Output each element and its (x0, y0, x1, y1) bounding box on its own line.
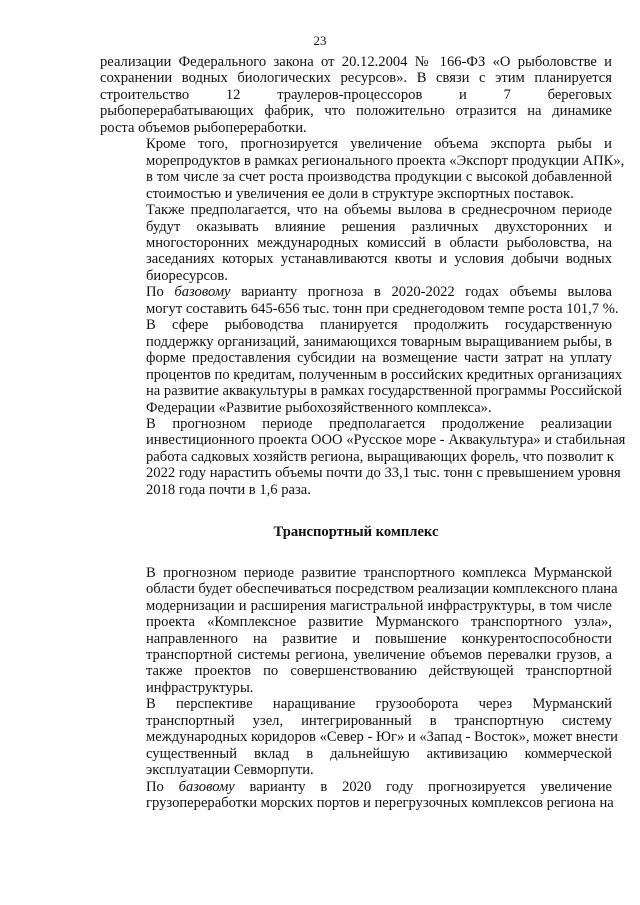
text-line: работа садковых хозяйств региона, выращивающих форель, что позволит к (146, 448, 614, 465)
paragraph-export (100, 136, 625, 202)
text-line: стоимостью и увеличения ее доли в структуре экспортных поставок. (146, 185, 574, 202)
italic-term-basic: базовому (178, 778, 235, 795)
text-line: многосторонних международных комиссий в области рыболовства, на (146, 234, 612, 251)
text-fragment: По (146, 284, 175, 301)
text-line: транспортной системы региона, увеличение объемов перевалки грузов, а (146, 646, 612, 663)
text-line: Кроме того, прогнозируется увеличение объема экспорта рыбы и (146, 136, 612, 153)
text-line: форме предоставления субсидии на возмещение части затрат на уплату (146, 350, 612, 367)
paragraph-transport-development (100, 564, 618, 697)
paragraph-port-forecast (100, 779, 612, 812)
text-line: В прогнозном периоде предполагается продолжение реализации (146, 415, 612, 432)
text-line: также проектов по совершенствованию действующей транспортной (146, 663, 612, 680)
text-line: международных коридоров «Север - Юг» и «Запад - Восток», может внести (146, 729, 618, 746)
text-line: в том числе за счет роста производства продукции с высокой добавленной (146, 169, 612, 186)
text-line: Федерации «Развитие рыбохозяйственного комплекса». (146, 399, 492, 416)
text-line: биоресурсов. (146, 267, 228, 284)
paragraph-cargo-turnover (100, 696, 618, 779)
paragraph-fisheries-law (100, 54, 612, 136)
text-fragment: варианту в 2020 году прогнозируется увеличение (234, 778, 612, 795)
text-line: 2022 году нарастить объемы почти до 33,1 тыс. тонн с превышением уровня (146, 465, 621, 482)
paragraph-fish-farming (100, 317, 623, 416)
text-line: заседаниях которых устанавливаются квоты и условия добычи водных (146, 251, 612, 268)
document-body (100, 54, 626, 812)
italic-term-basic: базовому (174, 284, 231, 301)
text-line: морепродуктов в рамках регионального проекта «Экспорт продукции АПК», (146, 152, 625, 169)
text-line: поддержку организаций, занимающихся товарным выращиванием рыбы, в (146, 333, 612, 350)
text-line: области будет обеспечиваться посредством реализации комплексного плана (146, 581, 618, 598)
text-line: могут составить 645-656 тыс. тонн при среднегодовом темпе роста 101,7 %. (146, 300, 619, 317)
text-line: направленного на развитие и повышение конкурентоспособности (146, 630, 612, 647)
text-line: процентов по кредитам, полученным в российских кредитных организациях (146, 366, 623, 383)
text-line: будут оказывать влияние решения различных двухсторонних и (146, 218, 612, 235)
text-line: модернизации и расширения магистральной инфраструктуры, в том числе (146, 597, 612, 614)
text-line: проекта «Комплексное развитие Мурманского транспортного узла», (146, 614, 612, 631)
paragraph-aquaculture-project (100, 415, 626, 498)
text-line: инвестиционного проекта ООО «Русское море - Аквакультура» и стабильная (146, 432, 626, 449)
text-line (100, 779, 612, 795)
paragraph-catch-forecast (100, 284, 619, 317)
page-number: 23 (313, 33, 327, 48)
text-line: строительство 12 траулеров-процессоров и 7 береговых (100, 86, 612, 103)
text-line: транспортный узел, интегрированный в транспортную систему (146, 712, 612, 729)
text-line (100, 284, 612, 300)
text-fragment: варианту прогноза в 2020-2022 годах объемы вылова (230, 284, 612, 301)
text-line: реализации Федерального закона от 20.12.2004 № 166-ФЗ «О рыболовстве и (100, 54, 612, 70)
text-line: В перспективе наращивание грузооборота через Мурманский (146, 696, 612, 713)
text-line: существенный вклад в дальнейшую активизацию коммерческой (146, 745, 612, 762)
text-line: эксплуатации Севморпути. (146, 762, 314, 779)
section-heading-transport: Транспортный комплекс (273, 524, 439, 541)
paragraph-commissions (100, 202, 612, 284)
text-line: Также предполагается, что на объемы вылова в среднесрочном периоде (146, 202, 612, 219)
text-fragment: По (146, 778, 179, 795)
text-line: на развитие аквакультуры в рамках государственной программы Российской (146, 383, 622, 400)
text-line: рыбоперерабатывающих фабрик, что положительно отразится на динамике (100, 103, 612, 120)
text-line: В сфере рыбоводства планируется продолжить государственную (146, 317, 612, 334)
text-line: грузопереработки морских портов и перегрузочных комплексов региона на (146, 795, 614, 812)
text-line: сохранении водных биологических ресурсов». В связи с этим планируется (100, 70, 612, 87)
text-line: инфраструктуры. (146, 679, 254, 696)
text-line: В прогнозном периоде развитие транспортного комплекса Мурманской (146, 564, 612, 581)
text-line: 2018 года почти в 1,6 раза. (146, 481, 311, 498)
text-line: роста объемов рыбопереработки. (100, 119, 307, 136)
